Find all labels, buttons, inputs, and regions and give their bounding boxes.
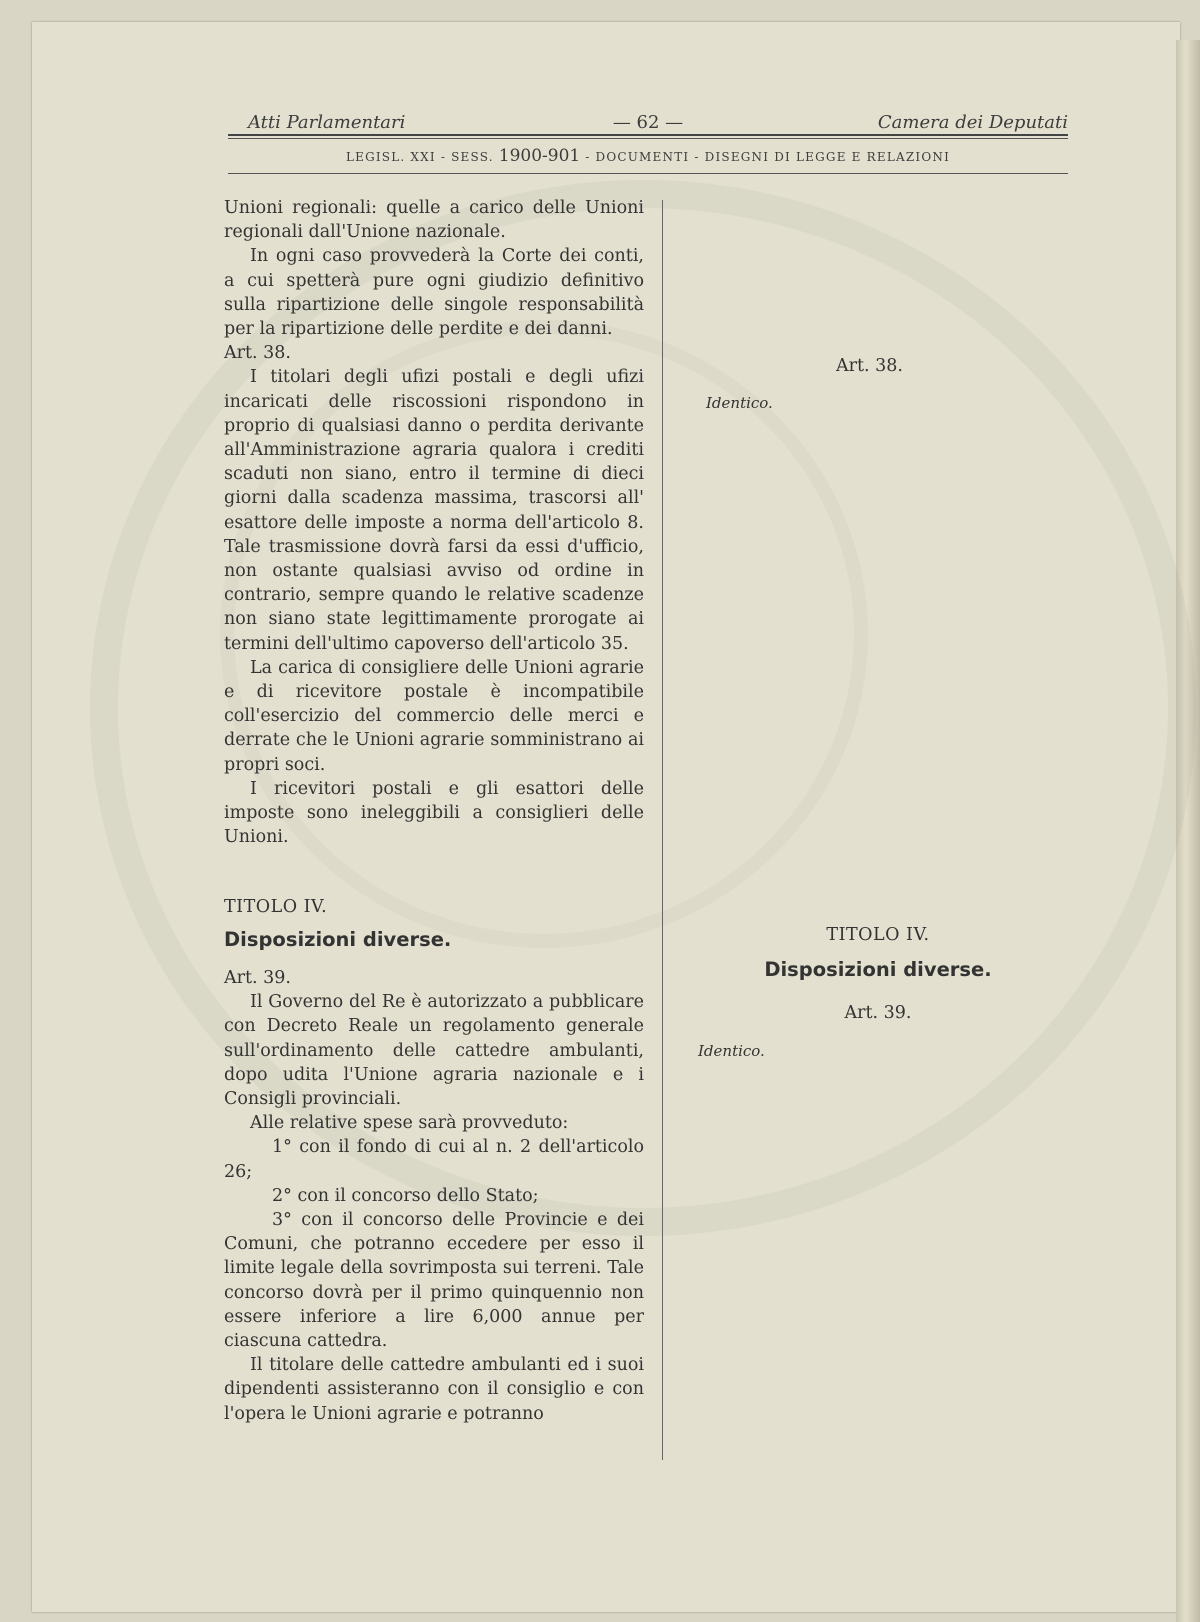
running-header [228,112,1068,134]
title-heading: TITOLO IV. [224,897,328,918]
header-rule [228,134,1068,136]
right-section-heading: Disposizioni diverse. [764,958,992,981]
identico-note: Identico. [706,394,773,412]
paragraph: In ogni caso provvederà la Corte dei conti, a cui spetterà pure ogni giudizio definitivo sulla ripartizione delle singole responsabilità per la ripartizione delle perdite e dei danni. [224,246,644,340]
list-item: 2° con il concorso dello Stato; [272,1185,539,1206]
article-heading: Art. 38. [224,343,291,364]
session-line-c: - DOCUMENTI - DISEGNI DI LEGGE E RELAZIONI [580,150,951,164]
article-heading: Art. 39. [224,967,291,988]
page-number: — 62 — [612,112,684,133]
session-line-a: LEGISL. XXI - SESS. [345,150,499,164]
right-article-heading: Art. 38. [836,356,903,376]
paragraph: I titolari degli ufizi postali e degli ufizi incaricati delle riscossioni rispondono in proprio di qualsiasi danno o perdita derivante all'Amministrazione agraria qualora i crediti scaduti non siano, entro il termine di dieci giorni dalla scadenza massima, trascorsi all' esattore delle imposte a norma dell'articolo 8. Tale trasmissione dovrà farsi da essi d'ufficio, non ostante qualsiasi avviso od ordine in contrario, sempre quando le relative scadenze non siano state legittimamente prorogate ai termini dell'ultimo capoverso dell'articolo 35. [224,367,644,654]
section-heading: Disposizioni diverse. [224,927,452,951]
list-item: 3° con il concorso delle Provincie e dei Comuni, che potranno eccedere per esso il limite legale della sovrimposta sui terreni. Tale concorso dovrà per il primo quinquennio non essere inferiore a lire 6,000 annue per ciascuna cattedra. [224,1209,644,1351]
identico-note: Identico. [698,1042,765,1060]
paragraph: Il Governo del Re è autorizzato a pubblicare con Decreto Reale un regolamento generale sull'ordinamento delle cattedre ambulanti, dopo udita l'Unione agraria nazionale e i Consigli provinciali. [224,992,644,1109]
right-article-heading: Art. 39. [844,1003,912,1023]
book-spine-edge [1176,40,1200,1622]
left-column [224,196,644,1426]
session-years: 1900-901 [498,146,581,166]
session-line [228,146,1068,166]
subheader-rule [228,173,1068,174]
paragraph: Alle relative spese sarà provveduto: [250,1113,569,1134]
paragraph: La carica di consigliere delle Unioni agrarie e di ricevitore postale è incompatibile coll'esercizio del commercio delle merci e derrate che le Unioni agrarie somministrano ai propri soci. [224,657,644,775]
paragraph: Il titolare delle cattedre ambulanti ed i suoi dipendenti assisteranno con il consiglio e con l'opera le Unioni agrarie e potranno [224,1355,644,1424]
header-right: Camera dei Deputati [877,112,1068,133]
header-rule-thin [228,138,1068,139]
list-item: 1° con il fondo di cui al n. 2 dell'articolo 26; [224,1137,644,1182]
column-divider [662,200,663,1460]
right-title-heading: TITOLO IV. [826,925,930,945]
paragraph: I ricevitori postali e gli esattori delle imposte sono ineleggibili a consiglieri delle Unioni. [224,778,644,848]
header-left: Atti Parlamentari [248,112,406,133]
paragraph: Unioni regionali: quelle a carico delle Unioni regionali dall'Unione nazionale. [224,198,644,243]
